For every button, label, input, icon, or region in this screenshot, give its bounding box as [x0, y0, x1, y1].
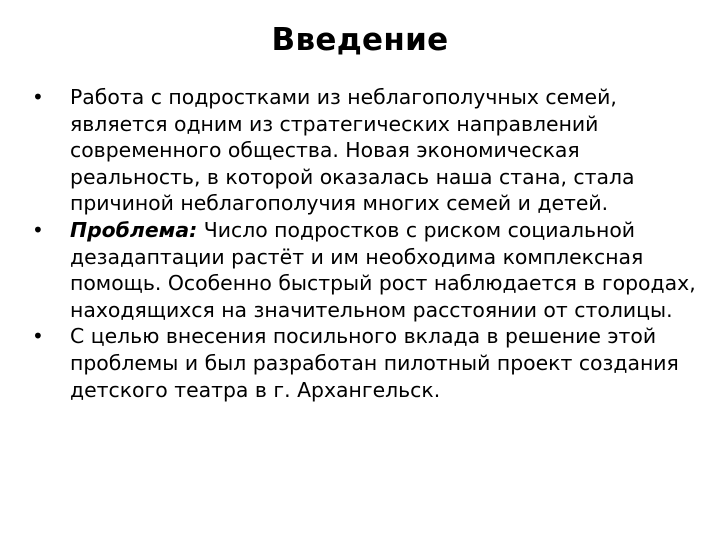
bullet-item-problem	[32, 217, 702, 323]
bullet-item-goal	[32, 323, 702, 403]
bullet-text: Число подростков с риском социальной дезадаптации растёт и им необходима комплексная помощь. Особенно быстрый рост наблюдается в городах, находящихся на значительном расстоянии от столицы.	[70, 217, 696, 322]
bullet-lead-label: Проблема:	[70, 217, 198, 242]
bullet-text: С целью внесения посильного вклада в решение этой проблемы и был разработан пилотный проект создания детского театра в г. Архангельск.	[70, 324, 679, 402]
bullet-text: Работа с подростками из неблагополучных семей, является одним из стратегических направлений современного общества. Новая экономическая реальность, в которой оказалась наша стана, стала причиной неблагополучия многих семей и детей.	[70, 85, 635, 216]
bullet-icon: •	[32, 324, 44, 349]
slide-title: Введение	[271, 22, 449, 58]
bullet-icon: •	[32, 85, 44, 109]
bullet-list	[32, 84, 702, 403]
bullet-icon: •	[32, 217, 44, 242]
bullet-item-intro	[32, 84, 702, 217]
